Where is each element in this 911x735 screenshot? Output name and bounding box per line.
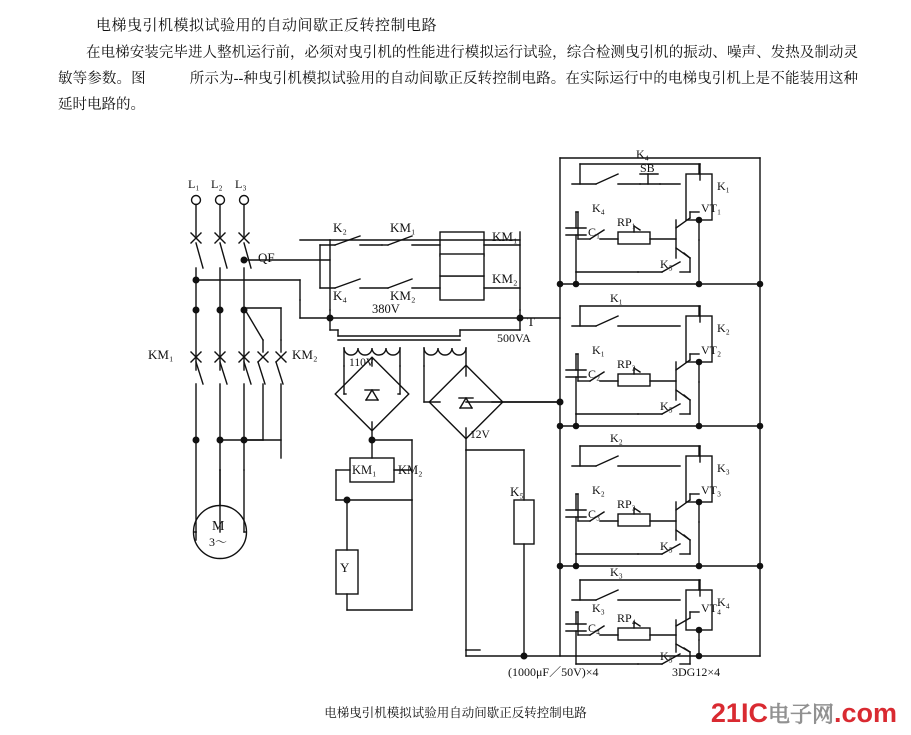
label-stage3-top-contact: K₂: [610, 431, 623, 445]
label-stage2-inner-contact: K₁: [592, 343, 605, 357]
label-tap-110v: 110V: [349, 357, 375, 369]
label-stage1-top-contact: K₄: [636, 147, 649, 161]
label-stage2-transistor: VT₂: [701, 343, 722, 357]
label-coil-km1: KM₁: [492, 229, 518, 244]
label-stage2-top-contact: K₁: [610, 291, 623, 305]
label-phase-l3: L₃: [235, 177, 247, 191]
label-aux-km1b: KM₂: [390, 288, 416, 303]
label-aux-km1: KM₁: [390, 220, 416, 235]
label-phase-l1: L₁: [188, 177, 200, 191]
label-stage4-cap: C₄: [588, 621, 601, 635]
figure-caption: 电梯曳引机模拟试验用自动间歇正反转控制电路: [324, 706, 587, 720]
page-title: 电梯曳引机模拟试验用的自动间歇正反转控制电路: [96, 18, 438, 34]
label-breaker-qf: QF: [258, 250, 275, 265]
label-contact-k4: K₄: [333, 288, 347, 303]
note-transistors: 3DG12×4: [672, 665, 721, 679]
label-relay-k5: K₅: [510, 484, 524, 499]
label-stage1-pot: RP₁: [617, 215, 636, 229]
watermark-suffix: 电子网: [767, 702, 834, 727]
label-tap-12v: 12V: [470, 429, 490, 441]
label-stage3-relay-coil: K₃: [717, 461, 730, 475]
note-capacitors: (1000μF／50V)×4: [508, 665, 599, 679]
label-stage3-cap: C₃: [588, 507, 601, 521]
label-stage1-inner-contact: K₄: [592, 201, 605, 215]
label-primary-voltage: 380V: [372, 302, 400, 316]
label-stage3-transistor: VT₃: [701, 483, 722, 497]
label-coil-km2: KM₂: [492, 271, 518, 286]
label-stage1-relay-coil: K₁: [717, 179, 730, 193]
circuit-diagram: [0, 140, 911, 700]
label-stage4-relay-coil: K₄: [717, 595, 730, 609]
label-stage4-pot: RP₄: [617, 611, 636, 625]
watermark: [711, 698, 897, 729]
label-coil-km1-lower: KM₁: [352, 463, 377, 477]
label-stage2-cap: C₂: [588, 367, 601, 381]
label-brake-y: Y: [340, 560, 350, 575]
watermark-domain: .com: [833, 698, 897, 728]
label-stage1-cap: C₁: [588, 225, 601, 239]
label-phase-l2: L₂: [211, 177, 223, 191]
label-km1-main: KM₁: [148, 347, 174, 362]
watermark-brand: 21IC: [710, 698, 768, 728]
label-stage2-pot: RP₂: [617, 357, 636, 371]
label-motor-symbol: M: [212, 519, 225, 534]
label-stage1-button: SB: [640, 161, 655, 175]
body-paragraph: 在电梯安装完毕进人整机运行前，必须对曳引机的性能进行模拟运行试验，综合检测曳引机的振动、噪声、发热及制动灵敏等参数。图 所示为--种曳引机模拟试验用的自动间歇正反转控制电路。在实际运行中的电梯曳引机上是不能装用这种延时电路的。: [58, 45, 858, 113]
label-stage2-relay-coil: K₂: [717, 321, 730, 335]
label-stage4-inner-contact: K₃: [592, 601, 605, 615]
label-transformer: T: [527, 314, 535, 329]
label-stage3-reset: K₅: [660, 539, 673, 553]
label-stage4-top-contact: K₃: [610, 565, 623, 579]
label-coil-km2-lower: KM₂: [398, 463, 423, 477]
label-contact-k2: K₂: [333, 220, 347, 235]
label-stage3-inner-contact: K₂: [592, 483, 605, 497]
label-km2-main: KM₂: [292, 347, 318, 362]
label-stage4-reset: K₅: [660, 649, 673, 663]
label-transformer-rating: 500VA: [497, 331, 531, 345]
label-stage1-reset: K₅: [660, 257, 673, 271]
label-motor-phases: 3～: [209, 535, 228, 549]
label-stage2-reset: K₅: [660, 399, 673, 413]
label-stage4-transistor: VT₄: [701, 601, 722, 615]
label-stage1-transistor: VT₁: [701, 201, 722, 215]
label-stage3-pot: RP₃: [617, 497, 636, 511]
